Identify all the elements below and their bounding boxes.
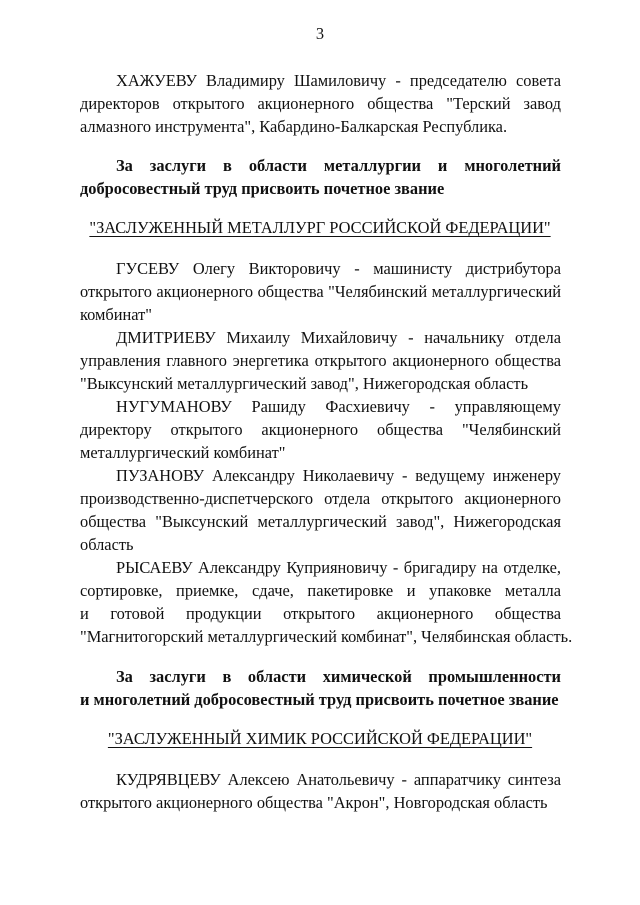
award-entry-line: "Выксунский металлургический завод", Нижегородская область: [80, 374, 529, 393]
award-entry-line: директору открытого акционерного общества "Челябинский: [80, 420, 561, 439]
section-intro-line: и многолетний добросовестный труд присвоить почетное звание: [80, 690, 559, 709]
award-entry-line: ДМИТРИЕВУ Михаилу Михайловичу - начальнику отдела: [116, 328, 561, 347]
award-entry-line: область: [80, 535, 134, 554]
award-entry-line: комбинат": [80, 305, 152, 324]
section-intro-line: За заслуги в области химической промышленности: [116, 667, 561, 686]
award-entry-line: алмазного инструмента", Кабардино-Балкарская Республика.: [80, 117, 508, 136]
award-entry-line: ГУСЕВУ Олегу Викторовичу - машинисту дистрибутора: [116, 259, 561, 278]
award-entry-line: открытого акционерного общества "Акрон", Новгородская область: [80, 793, 548, 812]
award-entry-line: НУГУМАНОВУ Рашиду Фасхиевичу - управляющему: [116, 397, 561, 416]
award-entry-line: РЫСАЕВУ Александру Куприяновичу - бригадиру на отделке,: [116, 558, 561, 577]
section-title-wrap: [0, 728, 640, 750]
award-entry-line: и готовой продукции открытого акционерного общества: [80, 604, 561, 623]
award-entry-line: металлургический комбинат": [80, 443, 286, 462]
award-entry-line: ПУЗАНОВУ Александру Николаевичу - ведущему инженеру: [116, 466, 561, 485]
award-entry-line: общества "Выксунский металлургический завод", Нижегородская: [80, 512, 561, 531]
award-entry-line: директоров открытого акционерного общества "Терский завод: [80, 94, 561, 113]
award-entry-line: управления главного энергетика открытого акционерного общества: [80, 351, 561, 370]
section-title-wrap: [0, 217, 640, 239]
section-title: "ЗАСЛУЖЕННЫЙ МЕТАЛЛУРГ РОССИЙСКОЙ ФЕДЕРАЦИИ": [89, 218, 551, 237]
award-entry-line: сортировке, приемке, сдаче, пакетировке и упаковке металла: [80, 581, 561, 600]
page-number: 3: [315, 24, 325, 43]
section-intro-line: За заслуги в области металлургии и многолетний: [116, 156, 561, 175]
award-entry-line: ХАЖУЕВУ Владимиру Шамиловичу - председателю совета: [116, 71, 561, 90]
award-entry-line: производственно-диспетчерского отдела открытого акционерного: [80, 489, 561, 508]
award-entry-line: КУДРЯВЦЕВУ Алексею Анатольевичу - аппаратчику синтеза: [116, 770, 561, 789]
section-title: "ЗАСЛУЖЕННЫЙ ХИМИК РОССИЙСКОЙ ФЕДЕРАЦИИ": [107, 729, 533, 748]
section-intro-line: добросовестный труд присвоить почетное звание: [80, 179, 445, 198]
award-entry-line: "Магнитогорский металлургический комбинат", Челябинская область.: [80, 627, 573, 646]
award-entry-line: открытого акционерного общества "Челябинский металлургический: [80, 282, 561, 301]
